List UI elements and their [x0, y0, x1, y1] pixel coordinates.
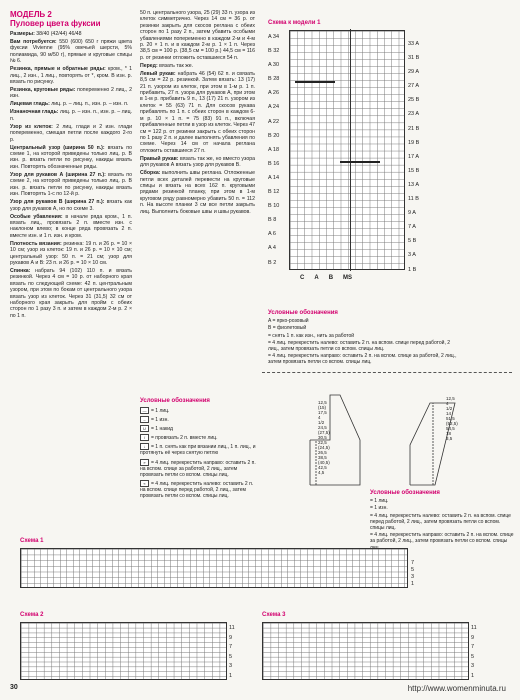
notes-item: [140, 459, 258, 478]
notes-text: = 4 лиц. перекрестить направо: оставить 2 п. на вспом. спице за работой, 2 лиц., затем провязать петли со вспом. спицы лиц.: [140, 459, 256, 478]
col2-text: вязать так же, но вместо узора для рукавов А вязать узор для рукавов В.: [140, 155, 255, 169]
row-number: 27 A: [408, 83, 420, 90]
col1-paragraph: [10, 268, 132, 319]
divider: [262, 372, 512, 373]
col1-text: кром., * 1 лиц., 2 изн., 1 лиц., повторять от *, кром. В изн. р. вязать по рисунку.: [10, 66, 132, 86]
row-number: 15 B: [408, 167, 420, 174]
watermark: http://www.womenminuta.ru: [407, 684, 506, 693]
legend-item: B = фиолетовый: [268, 325, 307, 332]
legend-item: = 4 лиц. перекрестить направо: оставить 2 п. на вспом. спице за работой, 2 лиц., затем провязать петли со вспом. спицы лиц.: [268, 353, 457, 366]
row-number: 5: [411, 567, 415, 573]
dimension-label: 18: [446, 431, 452, 436]
col1-heading: Центральный узор (ширина 50 п.):: [10, 144, 105, 151]
row-number: 21 B: [408, 125, 420, 132]
row-number: A 18: [268, 146, 280, 153]
notes-legend: [140, 398, 258, 501]
row-number: 31 B: [408, 55, 420, 62]
notes-item: [140, 416, 258, 423]
instructions-col-1: [10, 31, 132, 319]
col1-heading: Размеры:: [10, 31, 35, 37]
dimension-label: 12,5: [446, 396, 455, 401]
scheme-model-title: Схема к модели 1: [268, 20, 321, 26]
notes-text: = 4 лиц. перекрестить налево: оставить 2 п. на вспом. спице перед работой, 2 лиц., затем провязать петли со вспом. спицы лиц.: [140, 480, 254, 500]
legend-item: = 4 лиц. перекрестить налево: оставить 2 п. на вспом. спице перед работой, 2 лиц., затем провязать петли со вспом. спицы лиц.: [268, 339, 451, 353]
row-number: 29 A: [408, 69, 420, 76]
dimension-label: (15): [318, 405, 327, 410]
legend-item: = 1 лиц.: [370, 498, 389, 505]
row-number: 1: [471, 672, 475, 679]
row-number: 3: [471, 663, 475, 670]
scheme-model-left-rows: [268, 30, 288, 270]
dimension-label: 17,5: [318, 410, 327, 415]
notes-item: [140, 443, 258, 456]
scheme-3-row-numbers: [471, 624, 477, 682]
col1-heading: Особые убавления:: [10, 213, 63, 220]
col1-text: лиц. р. – изн. п., изн. р. – лиц. п.: [10, 109, 132, 122]
scheme-legend: [370, 490, 515, 552]
row-number: B 8: [268, 217, 277, 224]
notes-symbol: –: [140, 416, 149, 423]
dimension-label: 12,5: [318, 400, 327, 405]
row-number: A 14: [268, 174, 280, 181]
col1-paragraph: [10, 109, 132, 122]
dimension-label: 51,5: [446, 416, 455, 421]
col2-paragraph: [140, 10, 255, 61]
col2-paragraph: [140, 71, 255, 154]
notes-symbol: «: [140, 480, 149, 487]
col1-paragraph: [10, 31, 132, 37]
col2-text: вязать так же.: [157, 62, 194, 69]
row-number: A 24: [268, 104, 280, 111]
scheme-2-title: Схема 2: [20, 612, 44, 618]
sleeve-dimensions: [446, 396, 486, 441]
row-number: A 30: [268, 62, 280, 69]
col1-text: вязать как узор для рукавов А, но по схеме 3.: [10, 199, 133, 212]
col2-heading: Перед:: [140, 62, 158, 69]
legend-item: = 1 изн.: [370, 505, 388, 512]
col1-heading: Резинка, круговые ряды:: [10, 87, 76, 94]
col1-paragraph: [10, 172, 132, 198]
row-number: 3: [229, 663, 233, 670]
notes-text: = 1 п. снять как при вязании лиц., 1 п. лиц., и протянуть её через снятую петлю: [140, 444, 256, 457]
scheme-1-title: Схема 1: [20, 538, 44, 544]
col2-heading: Сборка:: [140, 170, 161, 177]
col1-text: в начале ряда кром., 1 п. вязать лиц., провязать 2 п. вместе изн. с наклоном влево; в конце ряда провязать 2 п. вместе изн. и 1 п. изн. и кром.: [10, 213, 132, 239]
row-number: 1: [411, 581, 415, 587]
notes-text: = 1 изн.: [151, 417, 169, 424]
scheme-model-bottom-labels: [300, 275, 380, 281]
column-2: [140, 10, 255, 217]
model-title: Пуловер цвета фуксии: [10, 19, 101, 28]
row-number: A 22: [268, 118, 280, 125]
row-number: A 4: [268, 245, 276, 252]
col1-paragraph: [10, 199, 132, 212]
row-number: 3 A: [408, 252, 416, 259]
notes-symbol: U: [140, 425, 149, 432]
row-number: 7: [229, 644, 233, 651]
notes-legend-title: Условные обозначения: [140, 398, 210, 404]
dimension-label: 14: [446, 411, 452, 416]
instructions-col-2: [140, 10, 255, 215]
row-number: 9: [229, 634, 233, 641]
col1-text: лиц. р. – лиц. п., изн. р. – изн. п.: [49, 101, 129, 108]
notes-symbol: /: [140, 434, 149, 441]
row-number: 25 B: [408, 97, 420, 104]
col1-heading: Изнаночная гладь:: [10, 109, 59, 116]
notes-symbol: »: [140, 459, 149, 466]
row-number: 11: [471, 625, 477, 631]
row-number: A 6: [268, 231, 276, 238]
dimension-label: 54,5: [446, 426, 455, 431]
col2-text: набрать 46 (54) 62 п. и связать 8,5 см = 22 р. резинкой. Затем вязать: 13 (17) 21 п. узором из клеток, при этом в 1-м р. 1 п. прибавить, 27 п. узора для рукавов А, при этом в 1-м р. прибавить 9 п., 13 (17) 21 п. узором из клеток = 55 (63) 71 п. Для скосов рукава прибавлять по 1 п. с обеих сторон в каждом 6-м р. 10 × 1 п. = 75 (83) 91 п., включая прибавленные петли в узор из клеток. Через 47 см = 122 р. от резинки закрыть с обеих сторон по 1 разу 2 п. и далее выполнять убавления по схеме. Через 14 см от начала реглана отложить оставшиеся 27 п.: [140, 70, 255, 154]
row-number: 3: [411, 574, 415, 580]
row-number: 11 B: [408, 196, 419, 203]
row-number: 11: [229, 625, 235, 631]
scheme-1-grid: [20, 548, 408, 588]
scheme-model-grid: [289, 30, 405, 270]
col2-heading: Правый рукав:: [140, 155, 179, 162]
row-number: B 28: [268, 76, 280, 83]
dimension-label: (40,5): [318, 460, 330, 465]
col1-heading: Узор из клеток:: [10, 123, 53, 130]
notes-item: [140, 480, 258, 499]
scheme-bottom-label: A: [314, 275, 319, 281]
model-label: МОДЕЛЬ 2: [10, 10, 52, 19]
legend-item: A = ярко-розовый: [268, 318, 309, 325]
notes-text: = 1 накид: [151, 426, 173, 433]
dimension-label: (52,5): [446, 421, 458, 426]
dimension-label: 4,5: [318, 470, 325, 475]
column-1: [10, 10, 132, 321]
col1-paragraph: [10, 87, 132, 100]
col1-heading: Узор для рукавов А (ширина 27 п.):: [10, 171, 106, 178]
scheme-2-row-numbers: [229, 624, 235, 682]
col1-heading: Спинка:: [10, 267, 31, 274]
col2-paragraph: [140, 170, 255, 215]
dimension-label: 1/2: [318, 420, 325, 425]
notes-text: = провязать 2 п. вместе лиц.: [151, 435, 218, 442]
notes-item: [140, 407, 258, 414]
scheme-bottom-label: C: [300, 275, 305, 281]
row-number: 17 A: [408, 153, 420, 160]
row-number: 5: [471, 653, 475, 660]
row-number: B 10: [268, 203, 280, 210]
row-number: 7: [411, 560, 415, 566]
scheme-3-title: Схема 3: [262, 612, 286, 618]
dimension-label: (27,5): [318, 430, 330, 435]
dimension-label: 1/2: [446, 406, 453, 411]
col2-text: 50 п. центрального узора, 25 (29) 33 п. узора из клеток симметрично. Через 14 см = 36 р. от резинки закрыть для скосов реглана с обеих сторон по 1 разу 2 п., затем убавить особыми убавлениями попеременно в каждом 2-м и 4-м р. 20 × 1 п. и в каждом 2-м р. 1 × 1 п. Через 38,5 см = 100 р. (38,5 см = 100 р.) 44,5 см = 116 р. от резинки отложить оставшиеся 54 п.: [140, 10, 255, 61]
col1-text: резинка: 19 п. и 26 р. = 10 × 10 см; узор из клеток: 19 п. и 26 р. = 10 × 10 см; центральный узор: 50 п. = 21 см; узор для рукавов А и В: 23 п. и 26 р. = 10 × 10 см.: [10, 240, 132, 266]
col1-text: 550 (600) 650 г пряжи цвета фуксии Vivienne (95% овечьей шерсти, 5% полиамида, 90 м/50 г), прямые и круговые спицы № 6.: [10, 39, 132, 65]
col2-paragraph: [140, 63, 255, 69]
notes-symbol: ↓: [140, 443, 149, 450]
row-number: 5 B: [408, 238, 417, 245]
col1-text: 2 лиц. глади и 2 изн. глади попеременно, смещая петли после каждого 2-го р.: [10, 123, 132, 143]
notes-item: [140, 434, 258, 441]
dimension-label: 30,5: [318, 435, 327, 440]
row-number: 33 A: [408, 41, 420, 47]
dimension-label: 42,5: [318, 465, 327, 470]
row-spacer: [408, 30, 433, 37]
col1-paragraph: [10, 241, 132, 267]
notes-symbol: —: [140, 407, 149, 414]
scheme-3-grid: [262, 622, 469, 680]
col1-paragraph: [10, 39, 132, 65]
row-number: A 26: [268, 90, 280, 97]
col1-text: попеременно 2 лиц., 2 изн.: [10, 87, 132, 100]
scheme-legend-title: Условные обозначения: [370, 490, 440, 496]
dimension-label: 26,5: [318, 450, 327, 455]
row-number: 7 A: [408, 224, 416, 231]
col1-heading: Резинка, прямые и обратные ряды:: [10, 66, 106, 73]
row-number: 1 B: [408, 266, 417, 273]
scheme-model-legend: [268, 310, 458, 367]
col1-paragraph: [10, 214, 132, 240]
row-number: 7: [471, 644, 475, 651]
col1-paragraph: [10, 145, 132, 171]
dimension-label: 38,5: [318, 455, 327, 460]
row-number: A 34: [268, 34, 280, 40]
dimension-label: 4: [318, 415, 321, 420]
row-number: 9 A: [408, 210, 416, 217]
row-number: B 12: [268, 189, 280, 196]
row-number: 1: [229, 672, 233, 679]
legend-item: = снять 1 п. как изн., нить за работой: [268, 332, 355, 339]
row-number: B 16: [268, 160, 280, 167]
dimension-label: 24,5: [318, 425, 327, 430]
row-number: B 2: [268, 259, 277, 266]
dimension-label: 4: [446, 401, 449, 406]
legend-item: = 4 лиц. перекрестить налево: оставить 2 п. на вспом. спице перед работой, 2 лиц., затем провязать петли со вспом. спицы лиц.: [370, 512, 511, 532]
col1-heading: Лицевая гладь:: [10, 101, 50, 108]
scheme-2-grid: [20, 622, 227, 680]
dimension-label: (24,5): [318, 445, 330, 450]
col2-heading: Левый рукав:: [140, 70, 176, 77]
notes-item: [140, 425, 258, 432]
col1-text: вязать по схеме 1, на которой приведены только лиц. р. В изн. р. вязать петли по рисунку, накиды вязать изн. Повторять обозначенные ряды.: [10, 144, 132, 170]
col1-heading: Узор для рукавов В (ширина 27 п.):: [10, 199, 105, 206]
body-dimensions: [318, 400, 368, 475]
col1-text: вязать по схеме 2, на которой приведены только лиц. р. В изн. р. вязать петли по рисунку, накиды вязать изн. Повторять 1-с по 12-й р.: [10, 171, 132, 198]
col1-text: 38/40 (42/44) 46/48: [34, 31, 82, 37]
row-number: 23 A: [408, 111, 420, 118]
scheme-model-legend-title: Условные обозначения: [268, 310, 338, 316]
scheme-1-row-numbers: [411, 560, 414, 588]
page-number: 30: [10, 684, 18, 691]
col1-paragraph: [10, 66, 132, 85]
dimension-label: 22,5: [318, 440, 327, 445]
legend-item: = 4 лиц. перекрестить направо: оставить 2 п. на вспом. спице за работой, 2 лиц., затем провязать петли со вспом. спицы: [370, 532, 514, 545]
col1-heading: Плотность вязания:: [10, 240, 62, 247]
row-number: 13 A: [408, 181, 420, 188]
col1-paragraph: [10, 101, 132, 107]
col1-text: набрать 94 (102) 110 п. и вязать резинкой. Через 4 см = 10 р. от наборного края вязать по следующей схеме: 42 п. центральным узором, при этом по бокам от центрального узора вязать узор из клеток. Через 31 (31,5) 32 см от наборного края закрыть для пройм с обеих сторон по 1 разу 3 п. и затем в каждом 2-м р. 2 × по 1 п.: [10, 267, 132, 319]
row-number: 19 B: [408, 139, 420, 146]
dimension-label: 3,5: [446, 436, 453, 441]
col1-heading: Вам потребуется:: [10, 39, 57, 45]
col2-text: выполнить швы реглана. Отложенные петли всех деталей перевести на круговые спицы и вязать на всех 162 п. круговыми рядами резинкой планку, при этом в 1-м круговом ряду равномерно убавить 50 п. = 112 п. На высоте планки 3 см все петли закрыть лиц. Выполнить боковые швы и швы рукавов.: [140, 170, 255, 215]
col2-paragraph: [140, 156, 255, 169]
row-number: 5: [229, 653, 233, 660]
scheme-bottom-label: MS: [343, 275, 353, 281]
scheme-bottom-label: B: [328, 275, 334, 281]
notes-text: = 1 лиц.: [151, 408, 170, 415]
row-number: 9: [471, 634, 475, 641]
scheme-model-right-rows: [408, 30, 433, 277]
col1-paragraph: [10, 124, 132, 143]
row-number: B 20: [268, 132, 280, 139]
row-number: B 32: [268, 48, 280, 55]
